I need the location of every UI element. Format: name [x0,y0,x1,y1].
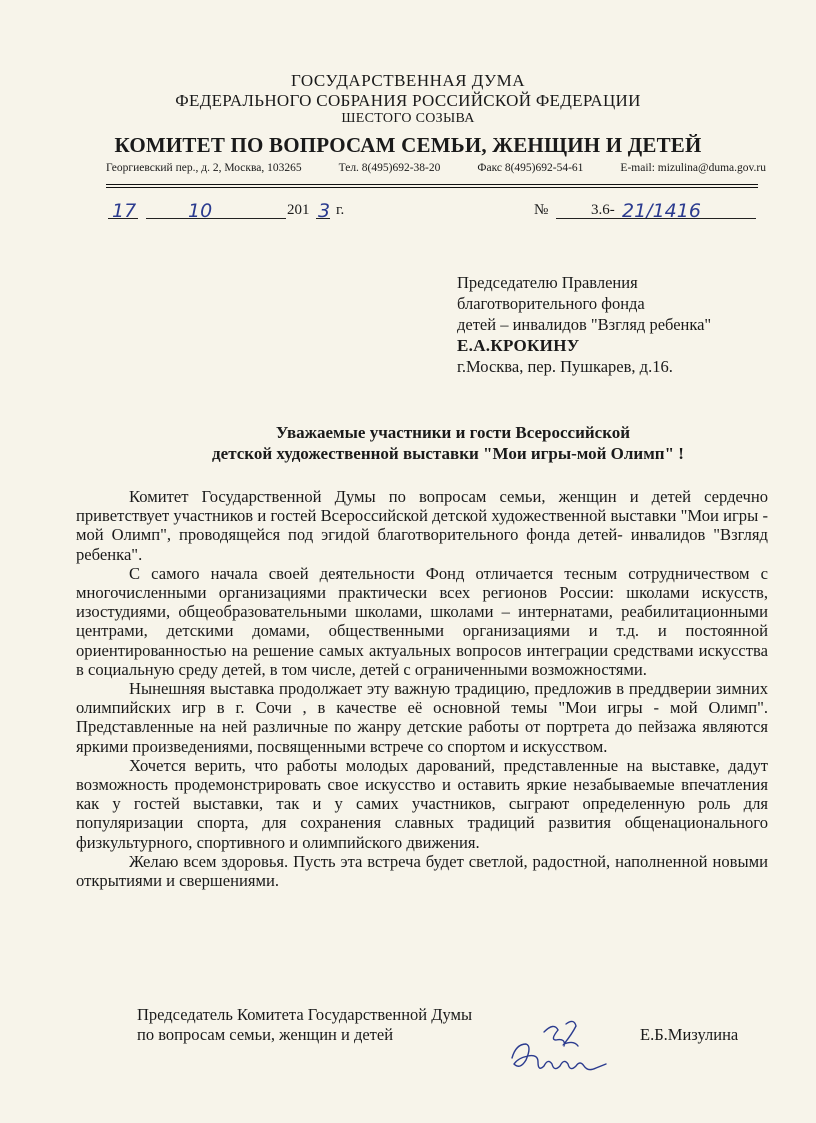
header-divider [106,184,758,185]
contact-email: E-mail: mizulina@duma.gov.ru [620,162,766,174]
addressee-line: Председателю Правления [457,273,638,292]
contact-line [106,162,766,174]
number-label: № [534,202,549,218]
date-day: 17 [112,200,137,222]
contact-phone: Тел. 8(495)692-38-20 [338,162,441,174]
addressee-line: г.Москва, пер. Пушкарев, д.16. [457,357,673,376]
body-paragraph: Желаю всем здоровья. Пусть эта встреча будет светлой, радостной, наполненной новыми открытиями и свершениями. [76,851,768,891]
number-underline [556,218,756,219]
date-year-prefix: 201 [287,202,310,218]
contact-fax: Факс 8(495)692-54-61 [477,162,584,174]
number-prefix: 3.6- [591,202,615,218]
signatory-name: Е.Б.Мизулина [640,1025,739,1044]
header-committee: КОМИТЕТ ПО ВОПРОСАМ СЕМЬИ, ЖЕНЩИН И ДЕТЕЙ [114,133,702,157]
body-paragraph: С самого начала своей деятельности Фонд отличается тесным сотрудничеством с многочисленными организациями практически всех регионов России: школами искусств, изостудиями, общеобразовательными школами, школами – интернатами, реабилитационными центрами, детскими домами, общественными организациями и т.д. и постоянной ориентированностью на решение самых актуальных вопросов интеграции средствами искусства в социальную среду детей, в том числе, детей с ограниченными возможностями. [76,563,768,679]
signatory-title-cont: по вопросам семьи, женщин и детей [137,1025,394,1044]
addressee-line: детей – инвалидов "Взгляд ребенка" [457,315,712,334]
number-handwritten: 21/1416 [622,200,701,222]
header-convocation: ШЕСТОГО СОЗЫВА [341,111,475,126]
letter-body [76,487,768,890]
addressee-line: благотворительного фонда [457,294,645,313]
date-year-digit: 3 [318,200,331,222]
date-month-underline [146,218,286,219]
date-day-underline [108,218,138,219]
body-paragraph: Хочется верить, что работы молодых дарований, представленные на выставке, дадут возможность продемонстрировать свое искусство и оставить яркие незабываемые впечатления как у гостей выставки, так и у самих участников, сыграют определенную роль для популяризации спорта, для сохранения славных традиций развития общенационального физкультурного, спортивного и олимпийского движения. [76,755,768,852]
greeting-line: Уважаемые участники и гости Всероссийской [275,423,631,442]
contact-address: Георгиевский пер., д. 2, Москва, 103265 [106,162,302,174]
header-federal-assembly: ФЕДЕРАЛЬНОГО СОБРАНИЯ РОССИЙСКОЙ ФЕДЕРАЦИИ [175,91,641,110]
header-divider-thin [106,187,758,188]
signatory-title: Председатель Комитета Государственной Думы [137,1005,473,1024]
body-paragraph: Нынешняя выставка продолжает эту важную традицию, предложив в преддверии зимних олимпийских игр в г. Сочи , в качестве её основной темы "Мои игры - мой Олимп". Представленные на ней различные по жанру детские работы от портрета до пейзажа являются яркими произведениями, посвященными встрече со спортом и искусством. [76,679,768,756]
date-year-suffix: г. [336,202,345,218]
body-paragraph: Комитет Государственной Думы по вопросам семьи, женщин и детей сердечно приветствует участников и гостей Всероссийской детской художественной выставки "Мои игры - мой Олимп", проводящейся под эгидой благотворительного фонда детей- инвалидов "Взгляд ребенка". [76,487,768,564]
header-duma: ГОСУДАРСТВЕННАЯ ДУМА [291,71,525,90]
handwritten-signature [506,1010,626,1080]
greeting-line: детской художественной выставки "Мои игры-мой Олимп" ! [212,444,684,463]
date-year-underline [316,218,330,219]
addressee-block [457,272,711,377]
addressee-name: Е.А.КРОКИНУ [457,336,580,355]
date-month: 10 [188,200,213,222]
